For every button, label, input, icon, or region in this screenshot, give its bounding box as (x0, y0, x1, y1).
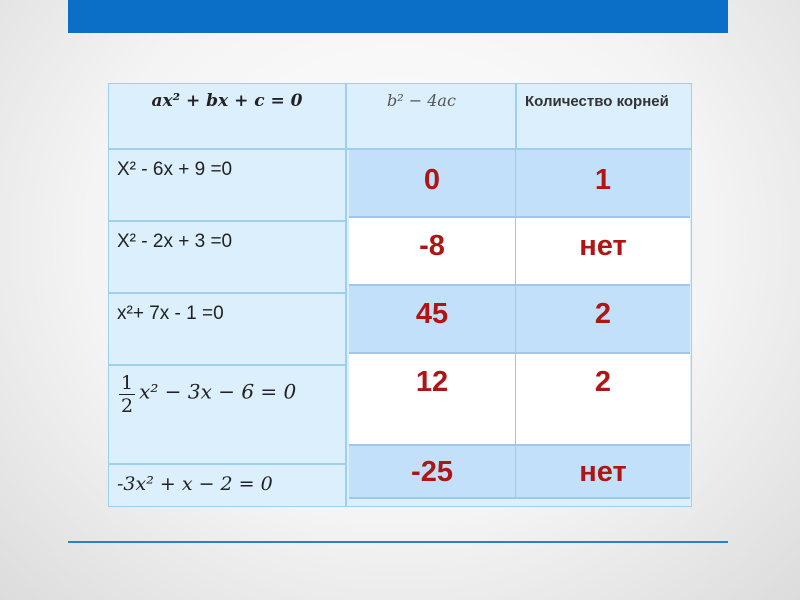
row-3-equation: x²+ 7x - 1 =0 (108, 293, 346, 365)
row-1-roots: 1 (516, 150, 690, 218)
header-discriminant: b² − 4ac (346, 83, 516, 149)
header-equation: ax² + bx + c = 0 (108, 83, 346, 149)
row-3-roots: 2 (516, 286, 690, 354)
row-5-roots: нет (516, 446, 690, 499)
row-2-equation: X² - 2x + 3 =0 (108, 221, 346, 293)
row-1-equation: X² - 6x + 9 =0 (108, 149, 346, 221)
row-1-discriminant: 0 (349, 150, 516, 218)
fraction-one-half: $\frac{1}{2}$ (121, 372, 134, 417)
row-4-roots: 2 (516, 354, 690, 446)
quadratic-table (108, 83, 692, 507)
row-4-discriminant: 12 (349, 354, 516, 446)
row-5-equation: -3x² + x − 2 = 0 (108, 464, 346, 507)
row-4-equation-rest: x² − 3x − 6 = 0 (139, 379, 297, 404)
header-root-count: Количество корней (516, 83, 692, 149)
row-3-discriminant: 45 (349, 286, 516, 354)
footer-rule (68, 541, 728, 543)
row-4-equation (108, 365, 346, 464)
row-2-roots: нет (516, 218, 690, 286)
title-bar (68, 0, 728, 33)
row-5-discriminant: -25 (349, 446, 516, 499)
row-2-discriminant: -8 (349, 218, 516, 286)
